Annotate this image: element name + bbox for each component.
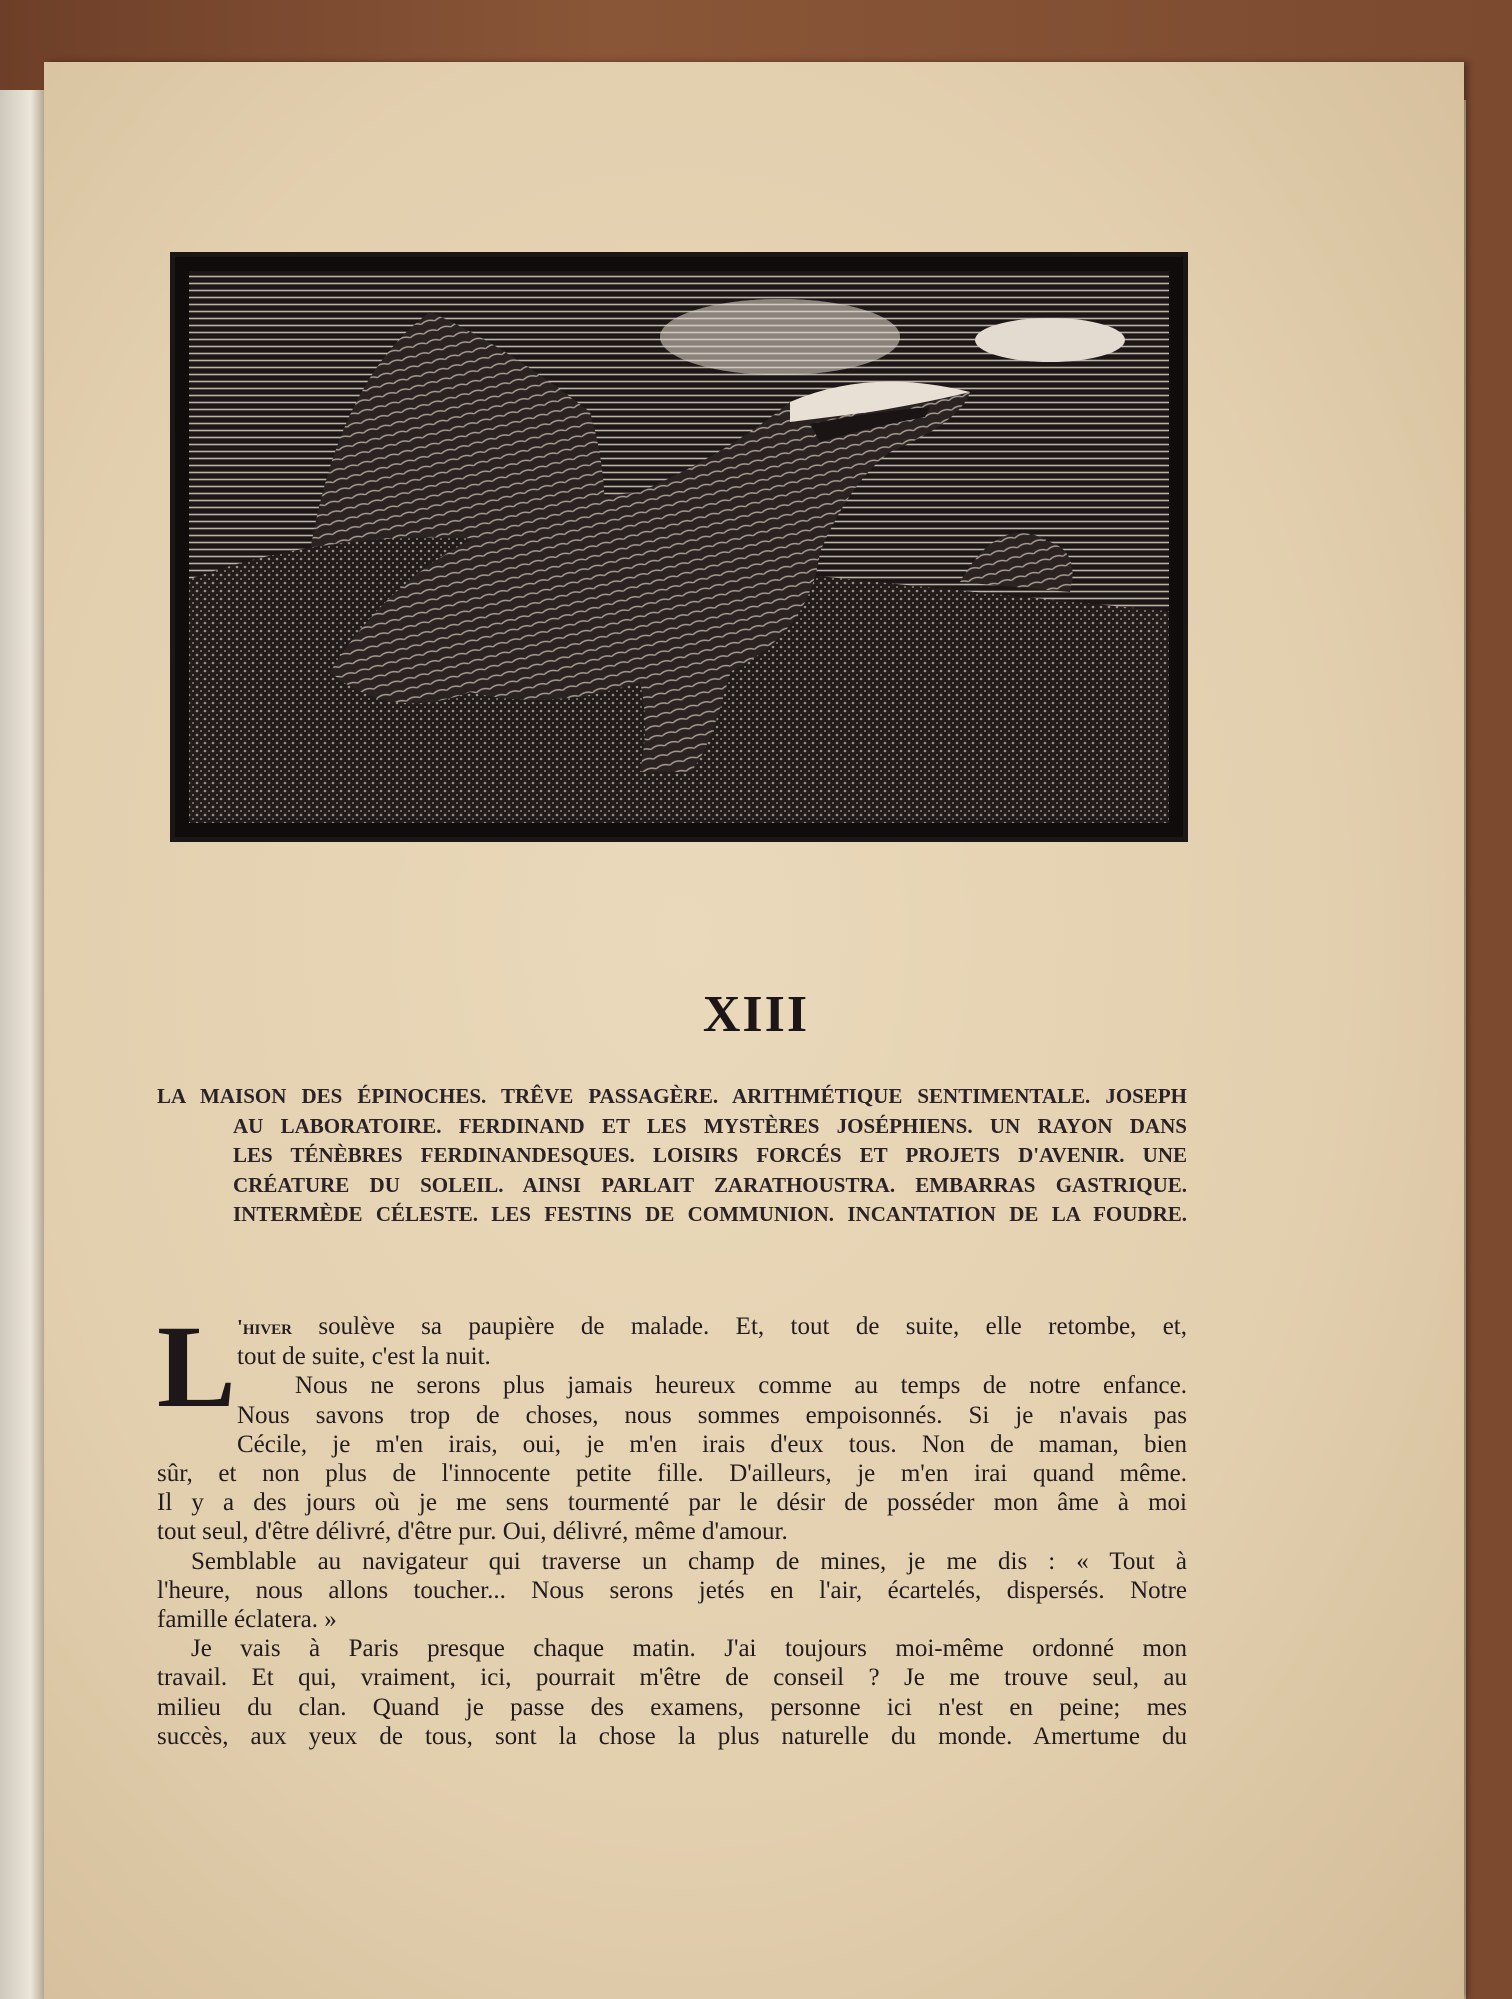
summary-line: LES TÉNÈBRES FERDINANDESQUES. LOISIRS FORCÉS ET PROJETS D'AVENIR. UNE <box>233 1143 1187 1167</box>
body-line: Il y a des jours où je me sens tourmenté par le désir de posséder mon âme à moi <box>157 1489 1187 1517</box>
body-line: tout de suite, c'est la nuit. <box>237 1343 491 1371</box>
summary-line: LA MAISON DES ÉPINOCHES. TRÊVE PASSAGÈRE. ARITHMÉTIQUE SENTIMENTALE. JOSEPH <box>157 1084 1187 1108</box>
body-line-text: soulève sa paupière de malade. Et, tout de suite, elle retombe, et, <box>318 1313 1187 1340</box>
body-line: sûr, et non plus de l'innocente petite fille. D'ailleurs, je m'en irai quand même. <box>157 1460 1187 1488</box>
summary-line: AU LABORATOIRE. FERDINAND ET LES MYSTÈRES JOSÉPHIENS. UN RAYON DANS <box>233 1113 1187 1138</box>
chapter-body-text <box>157 1301 1187 1751</box>
chapter-summary <box>157 1082 1187 1230</box>
body-line: milieu du clan. Quand je passe des examens, personne ici n'est en peine; mes <box>157 1693 1187 1721</box>
facing-page-edge <box>0 90 44 1999</box>
chapter-number: XIII <box>702 986 810 1043</box>
drop-cap: L <box>157 1301 236 1432</box>
body-line: Cécile, je m'en irais, oui, je m'en irais d'eux tous. Non de maman, bien <box>237 1430 1187 1458</box>
body-line: Je vais à Paris presque chaque matin. J'ai toujours moi-même ordonné mon <box>191 1635 1187 1663</box>
body-line: tout seul, d'être délivré, d'être pur. Oui, délivré, même d'amour. <box>157 1518 788 1546</box>
body-line: Semblable au navigateur qui traverse un champ de mines, je me dis : « Tout à <box>191 1547 1187 1575</box>
body-line: succès, aux yeux de tous, sont la chose la plus naturelle du monde. Amertume du <box>157 1722 1187 1750</box>
body-line: famille éclatera. » <box>157 1606 337 1634</box>
first-word-small-caps: 'hiver <box>237 1315 293 1339</box>
body-line: Nous ne serons plus jamais heureux comme au temps de notre enfance. <box>295 1372 1187 1400</box>
body-line: Nous savons trop de choses, nous sommes empoisonnés. Si je n'avais pas <box>237 1401 1187 1429</box>
body-line <box>237 1312 1187 1342</box>
badger-woodcut-illustration <box>170 252 1188 842</box>
body-line: travail. Et qui, vraiment, ici, pourrait m'être de conseil ? Je me trouve seul, au <box>157 1664 1187 1692</box>
body-line: l'heure, nous allons toucher... Nous serons jetés en l'air, écartelés, dispersés. Notre <box>157 1576 1187 1604</box>
summary-line: INTERMÈDE CÉLESTE. LES FESTINS DE COMMUNION. INCANTATION DE LA FOUDRE. <box>233 1202 1187 1226</box>
summary-line: CRÉATURE DU SOLEIL. AINSI PARLAIT ZARATHOUSTRA. EMBARRAS GASTRIQUE. <box>233 1172 1187 1197</box>
